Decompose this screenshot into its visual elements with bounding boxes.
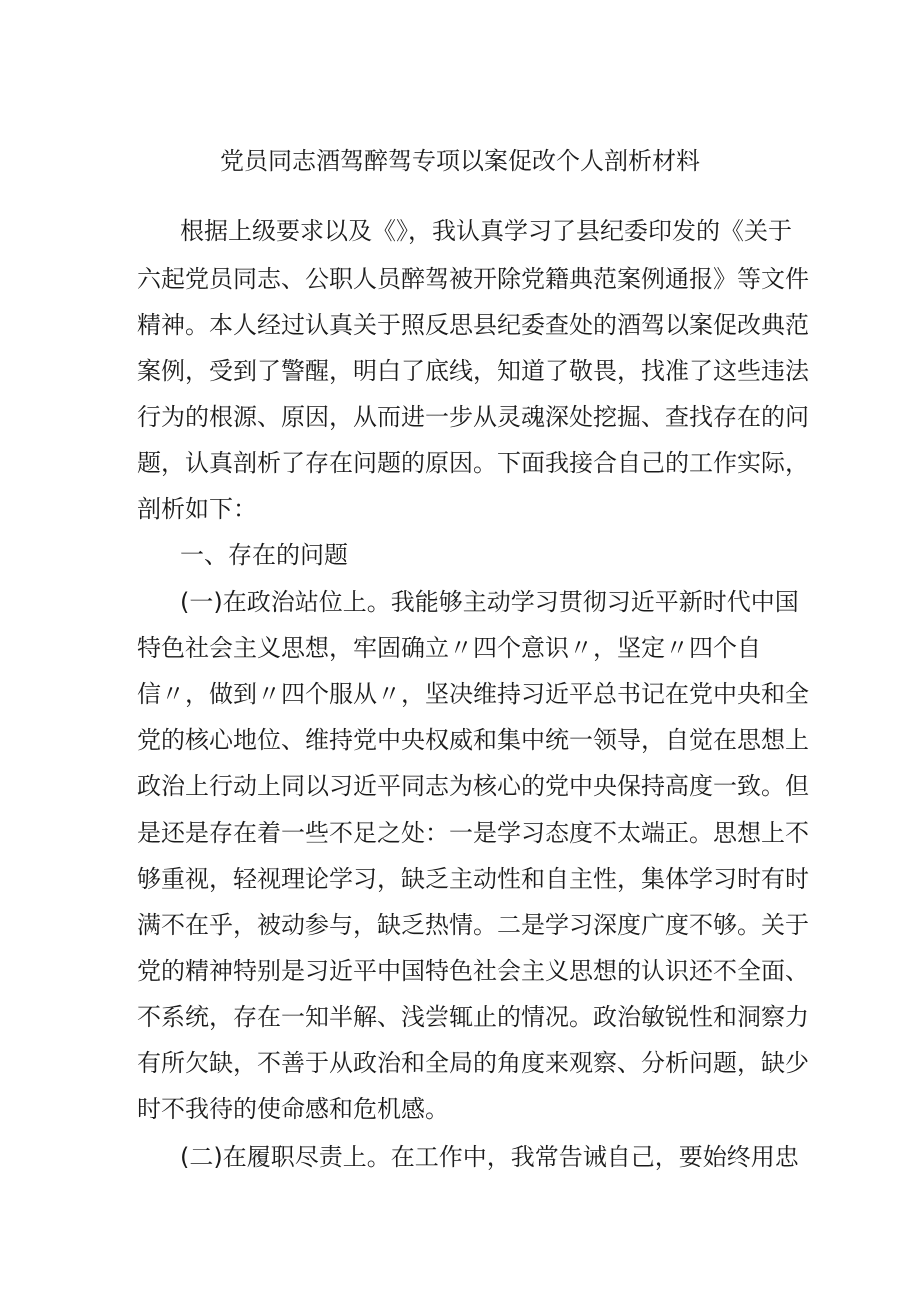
- paragraph-1-line-7: 剖析如下：: [137, 495, 257, 523]
- paragraph-2-line-9: 党的精神特别是习近平中国特色社会主义思想的认识还不全面、: [137, 957, 809, 985]
- paragraph-2-line-6: 是还是存在着一些不足之处：一是学习态度不太端正。思想上不: [137, 819, 809, 847]
- paragraph-2-line-4: 党的核心地位、维持党中央权威和集中统一领导，自觉在思想上: [137, 726, 809, 754]
- section-heading-problems: 一、存在的问题: [180, 541, 348, 569]
- paragraph-1-line-3: 精神。本人经过认真关于照反思县纪委查处的酒驾以案促改典范: [137, 311, 809, 339]
- paragraph-2-line-7: 够重视，轻视理论学习，缺乏主动性和自主性，集体学习时有时: [137, 865, 809, 893]
- paragraph-1-line-6: 题，认真剖析了存在问题的原因。下面我接合自己的工作实际，: [137, 449, 809, 477]
- paragraph-1-line-5: 行为的根源、原因，从而进一步从灵魂深处挖掘、查找存在的问: [137, 403, 809, 431]
- paragraph-1-line-1: 根据上级要求以及《》，我认真学习了县纪委印发的《关于: [180, 217, 792, 245]
- paragraph-2-line-12: 时不我待的使命感和危机感。: [137, 1095, 449, 1123]
- paragraph-1-line-2: 六起党员同志、公职人员醉驾被开除党籍典范案例通报》等文件: [137, 265, 809, 293]
- paragraph-3-line-1: (二)在履职尽责上。在工作中，我常告诫自己，要始终用忠: [180, 1143, 799, 1171]
- paragraph-2-line-11: 有所欠缺，不善于从政治和全局的角度来观察、分析问题，缺少: [137, 1049, 809, 1077]
- paragraph-2-line-8: 满不在乎，被动参与，缺乏热情。二是学习深度广度不够。关于: [137, 911, 809, 939]
- paragraph-1-line-4: 案例，受到了警醒，明白了底线，知道了敬畏，找准了这些违法: [137, 357, 809, 385]
- paragraph-2-line-1: (一)在政治站位上。我能够主动学习贯彻习近平新时代中国: [180, 588, 799, 616]
- paragraph-2-line-3: 信〃，做到〃四个服从〃，坚决维持习近平总书记在党中央和全: [137, 680, 809, 708]
- paragraph-2-line-5: 政治上行动上同以习近平同志为核心的党中央保持高度一致。但: [137, 772, 809, 800]
- document-title: 党员同志酒驾醉驾专项以案促改个人剖析材料: [220, 147, 700, 175]
- paragraph-2-line-10: 不系统，存在一知半解、浅尝辄止的情况。政治敏锐性和洞察力: [137, 1003, 809, 1031]
- paragraph-2-line-2: 特色社会主义思想，牢固确立〃四个意识〃，坚定〃四个自: [137, 634, 761, 662]
